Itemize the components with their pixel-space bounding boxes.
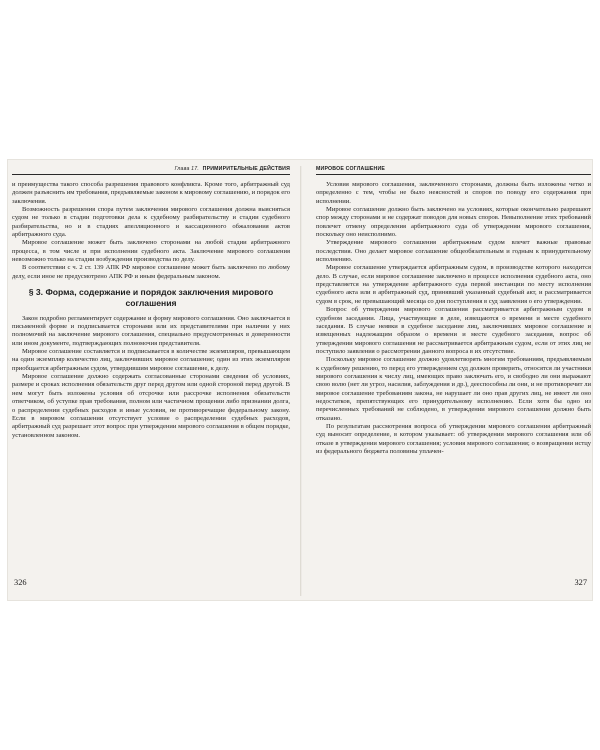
left-page	[12, 160, 290, 600]
running-head-chapter: Глава 17.	[174, 166, 199, 172]
paragraph: Мировое соглашение утверждается арбитражным судом, в производстве которого находится дело. В случае, если мировое соглашение заключено в процессе исполнения судебного акта, оно представляется на утверждение арбитражного суда первой инстанции по месту исполнения судебного акта или в арбитражный суд, принявший указанный судебный акт, и рассматривается судом в срок, не превышающий месяца со дня поступления в суд заявления о его утверждении.	[316, 264, 591, 305]
left-running-head	[12, 164, 290, 175]
book-gutter	[300, 166, 302, 596]
paragraph: Мировое соглашение может быть заключено сторонами на любой стадии арбитражного процесса, в том числе и при исполнении судебного акта. Заключение мирового соглашения невозможно только на стадии возбуждения производства по делу.	[12, 239, 290, 264]
paragraph: Вопрос об утверждении мирового соглашения рассматривается арбитражным судом в судебном заседании. Лица, участвующие в деле, извещаются о времени и месте судебного заседания. В случае неявки в судебное заседание лиц, заключивших мировое соглашение и извещенных надлежащим образом о времени и месте судебного заседания, вопрос об утверждении мирового соглашения не рассматривается арбитражным судом, если от этих лиц не поступило заявления о рассмотрении данного вопроса в их отсутствие.	[316, 306, 591, 355]
paragraph: Мировое соглашение должно содержать согласованные сторонами сведения об условиях, размере и сроках исполнения обязательств друг перед другом или одной стороной перед другой. В нем могут быть изложены условия об отсрочке или рассрочке исполнения обязательств ответчиком, об уступке прав требования, полном или частичном прощении либо признании долга, о распределении судебных расходов и иные условия, не противоречащие федеральному закону. Если в мировом соглашении отсутствует условие о распределении судебных расходов, арбитражный суд разрешает этот вопрос при утверждении мирового соглашения в общем порядке, установленном законом.	[12, 373, 290, 439]
paragraph: Условия мирового соглашения, заключенного сторонами, должны быть изложены четко и определенно с тем, чтобы не было неясностей и споров по поводу его содержания при исполнении.	[316, 181, 591, 205]
paragraph: Возможность разрешения спора путем заключения мирового соглашения должна выясняться судом не только в стадии подготовки дела к судебному разбирательству и стадии судебного разбирательства, но и в стадиях апелляционного и кассационного обжалования актов арбитражного суда.	[12, 206, 290, 239]
left-page-body	[12, 181, 290, 440]
running-head-topic: ПРИМИРИТЕЛЬНЫЕ ДЕЙСТВИЯ	[202, 166, 290, 172]
paragraph: Поскольку мировое соглашение должно удовлетворять многим требованиям, предъявляемым к судебному решению, то перед его утверждением суд должен проверить, относятся ли участники мирового соглашения к числу лиц, имеющих право заключать его, и свободно ли они выражают свою волю (нет ли угроз, насилия, заблуждения и др.), дееспособны ли они, и не противоречит ли мировое соглашение требованиям закона, не нарушает ли оно прав других лиц, не имеет ли оно недостатков, препятствующих его принудительному исполнению. Если хотя бы одно из перечисленных требований не соблюдено, в утверждении мирового соглашения должно быть отказано.	[316, 356, 591, 422]
paragraph: Закон подробно регламентирует содержание и форму мирового соглашения. Оно заключается в письменной форме и подписывается сторонами или их представителями при наличии у них полномочий на заключение мирового соглашения, специально предусмотренных в доверенности или ином документе, подтверждающих полномочия представителя.	[12, 314, 290, 347]
section-title: § 3. Форма, содержание и порядок заключения мирового соглашения	[28, 287, 274, 308]
page-number: 326	[14, 578, 27, 587]
page-number: 327	[574, 578, 587, 587]
paragraph: Утверждение мирового соглашения арбитражным судом влечет важные правовые последствия. Оно делает мировое соглашение общеобязательным и годным к принудительному исполнению.	[316, 239, 591, 264]
right-page	[316, 160, 591, 600]
paragraph: В соответствии с ч. 2 ст. 139 АПК РФ мировое соглашение может быть заключено по любому делу, если иное не предусмотрено АПК РФ и иным федеральным законом.	[12, 264, 290, 280]
right-page-body	[316, 181, 591, 456]
right-running-head: МИРОВОЕ СОГЛАШЕНИЕ	[316, 164, 591, 175]
paragraph: и преимущества такого способа разрешения правового конфликта. Кроме того, арбитражный суд должен разъяснить им требования, предъявляемые законом к мировому соглашению, и порядок его заключения.	[12, 181, 290, 205]
paragraph: Мировое соглашение должно быть заключено на условиях, которые окончательно разрешают спор между сторонами и не содержат поводов для новых споров. Невыполнение этих требований повлечет отмену определения арбитражного суда об утверждении мирового соглашения, поскольку оно неисполнимо.	[316, 206, 591, 239]
paragraph: Мировое соглашение составляется и подписывается в количестве экземпляров, превышающем на один экземпляр количество лиц, заключивших мировое соглашение; один из этих экземпляров приобщается арбитражным судом, утвердившим мировое соглашение, к делу.	[12, 348, 290, 372]
paragraph: По результатам рассмотрения вопроса об утверждении мирового соглашения арбитражный суд выносит определение, в котором указывает: об утверждении мирового соглашения или об отказе в утверждении мирового соглашения; условия мирового соглашения; о возвращении истцу из федерального бюджета половины уплачен-	[316, 422, 591, 455]
